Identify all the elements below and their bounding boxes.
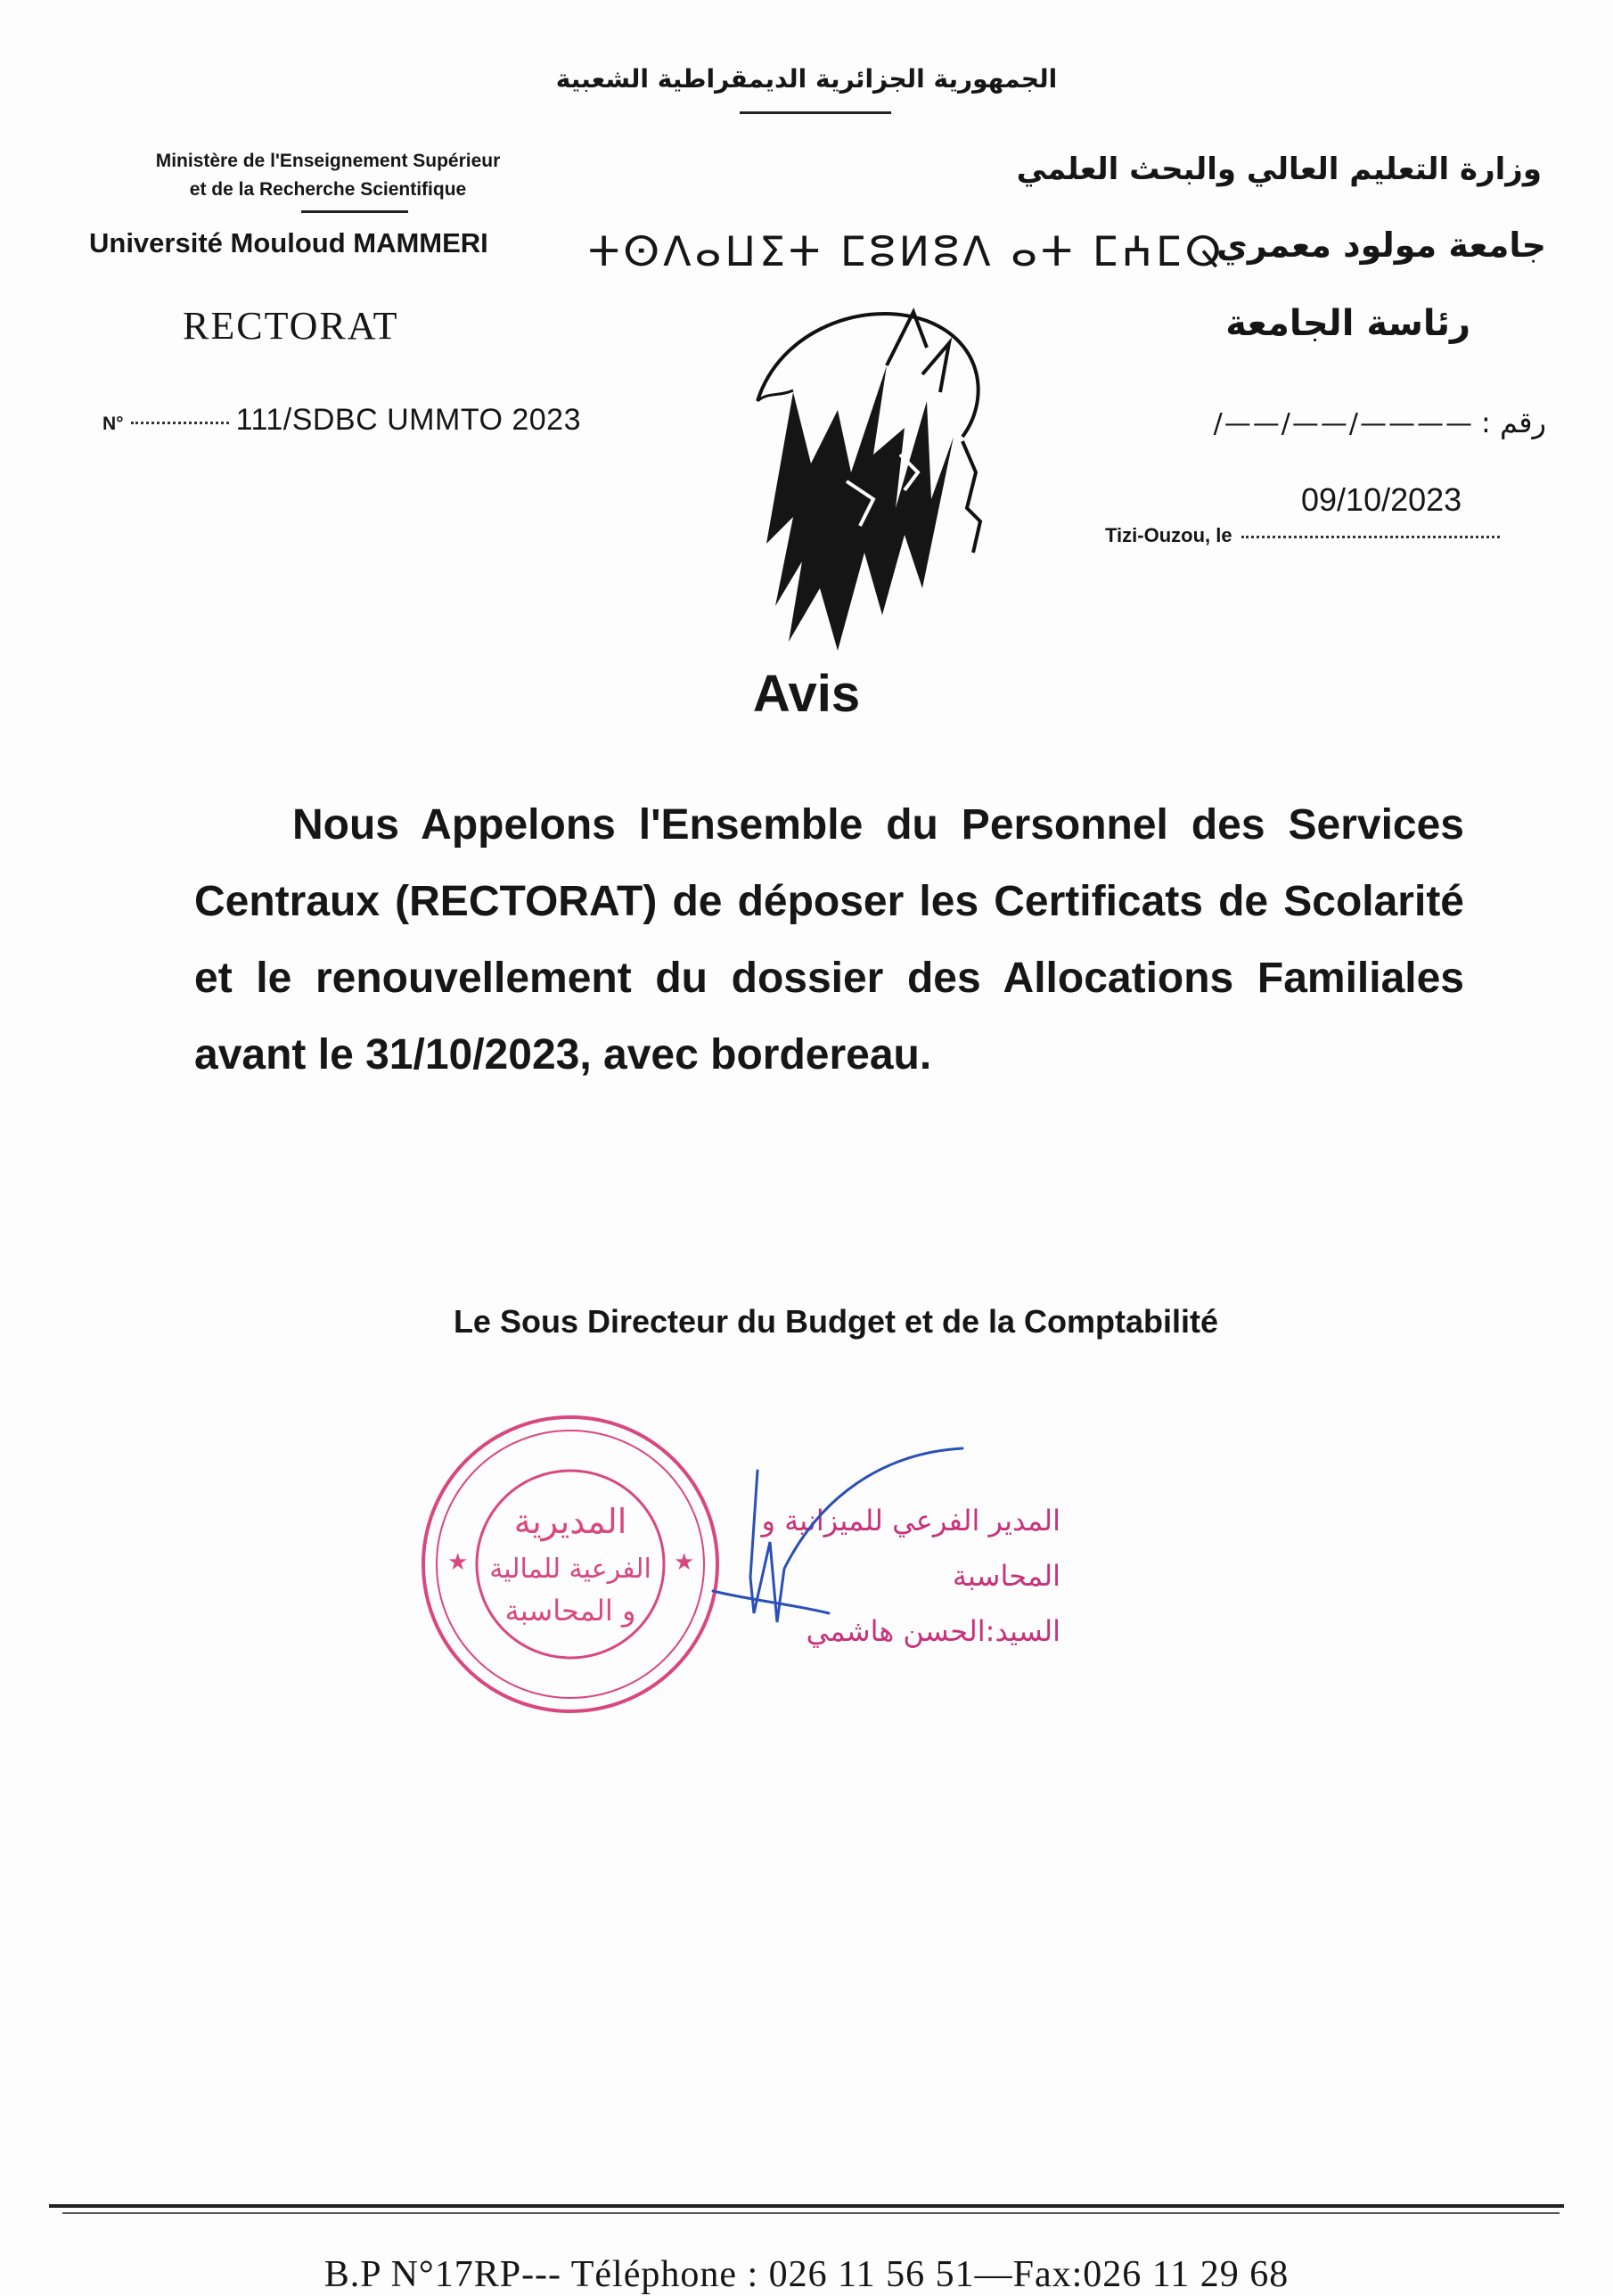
university-name-ar: جامعة مولود معمري bbox=[1216, 226, 1546, 265]
footer-rule bbox=[49, 2204, 1564, 2208]
reference-fr bbox=[102, 403, 581, 438]
notice-body: Nous Appelons l'Ensemble du Personnel des Services Centraux (RECTORAT) de déposer les Certificats de Scolarité et le renouvellement du dossier des Allocations Familiales avant le 31/10/2023, avec bordereau. bbox=[194, 801, 1464, 1078]
place-label: Tizi-Ouzou, le bbox=[1105, 524, 1232, 546]
signatory-title: Le Sous Directeur du Budget et de la Comptabilité bbox=[453, 1303, 1219, 1340]
national-title: الجمهورية الجزائرية الديمقراطية الشعبية bbox=[555, 64, 1058, 94]
rectorat-label-fr: RECTORAT bbox=[183, 304, 399, 348]
official-stamp bbox=[410, 1404, 731, 1725]
university-logo-icon bbox=[740, 294, 998, 668]
date-dotted-line bbox=[1241, 536, 1500, 538]
signatory-title-ar: المدير الفرعي للميزانية و المحاسبة bbox=[761, 1504, 1060, 1593]
reference-blank-ar: /——/——/———— bbox=[1213, 408, 1474, 439]
ministry-line-1: Ministère de l'Enseignement Supérieur bbox=[155, 151, 501, 171]
place-date-line bbox=[1105, 524, 1500, 547]
notice-title: Avis bbox=[752, 665, 861, 723]
stamp-line-2: الفرعية للمالية bbox=[489, 1554, 651, 1585]
reference-ar bbox=[1214, 406, 1546, 439]
reference-dotted-line bbox=[131, 422, 229, 424]
ministry-line-2: et de la Recherche Scientifique bbox=[189, 179, 467, 200]
footer-contact-info: B.P N°17RP--- Téléphone : 026 11 56 51—Fax:026 11 29 68 bbox=[323, 2254, 1290, 2295]
rectorat-label-ar: رئاسة الجامعة bbox=[1225, 303, 1470, 344]
document-date: 09/10/2023 bbox=[1301, 481, 1462, 518]
reference-number: 111/SDBC UMMTO 2023 bbox=[235, 403, 581, 437]
stamp-line-3: و المحاسبة bbox=[504, 1594, 636, 1628]
university-name-fr: Université Mouloud MAMMERI bbox=[89, 227, 488, 258]
ministry-name-fr bbox=[105, 147, 551, 204]
stamp-star-right-icon: ★ bbox=[674, 1549, 695, 1576]
ministry-name-ar: وزارة التعليم العالي والبحث العلمي bbox=[1016, 152, 1542, 187]
reference-label-ar: رقم : bbox=[1481, 406, 1546, 439]
national-title-underline bbox=[740, 111, 891, 114]
stamp-line-1: المديرية bbox=[513, 1502, 627, 1541]
stamp-star-left-icon: ★ bbox=[447, 1549, 469, 1576]
footer-rule-thin bbox=[62, 2212, 1560, 2214]
handwritten-signature bbox=[695, 1435, 989, 1667]
reference-label-fr: N° bbox=[102, 414, 124, 434]
signatory-name-ar: السيد:الحسن هاشمي bbox=[806, 1614, 1060, 1648]
ministry-underline bbox=[301, 210, 408, 213]
university-name-tifinagh: ⵜⵙⴷⴰⵡⵉⵜ ⵎⵓⵍⵓⴷ ⴰⵜ ⵎⵄⵎⵕ bbox=[588, 227, 1225, 275]
